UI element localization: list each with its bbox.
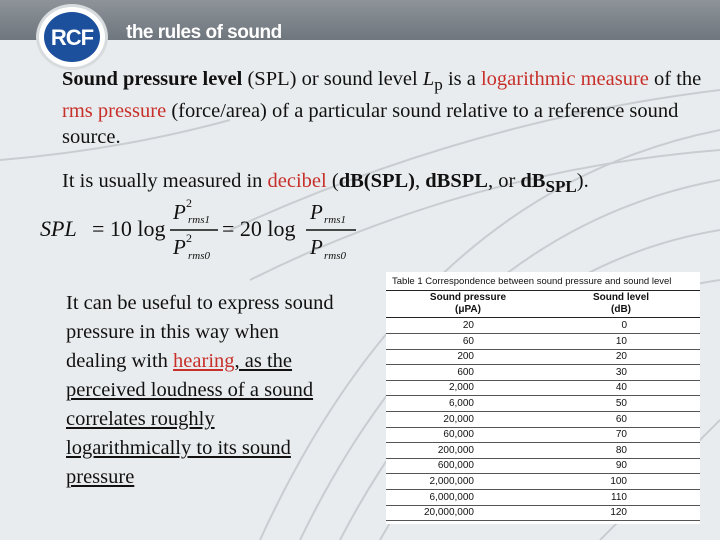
formula-n1-sub: rms1 (188, 214, 211, 226)
table-row (386, 459, 700, 472)
table-row (386, 350, 700, 363)
cell-level: 90 (615, 460, 627, 472)
cell-level: 120 (610, 507, 627, 519)
formula-d1-sup: 2 (186, 231, 192, 245)
formula-n1: P (173, 200, 186, 224)
cell-level: 110 (611, 491, 627, 503)
text: of the (648, 68, 702, 90)
table-row (386, 491, 700, 504)
table-top-rule (386, 290, 700, 291)
unit-db-sub: $dB_{SPL}$ (520, 170, 577, 197)
formula-n2: P (310, 200, 323, 224)
cell-level: 100 (610, 476, 627, 487)
formula-d1-sub: rms0 (188, 250, 211, 262)
tagline: the rules of sound (126, 22, 282, 43)
lp-symbol: L (422, 68, 435, 90)
logo-text: RCF (50, 25, 94, 50)
paragraph-decibel: It is usually measured in decibel (dB(SPL), dBSPL, or $dB_{SPL}$). (62, 170, 589, 197)
table-row (386, 319, 700, 332)
table-row (386, 506, 700, 519)
formula-eq1: = 10 log (92, 216, 166, 241)
cell-pressure: 60,000 (443, 429, 474, 441)
text: It is usually measured in (62, 170, 268, 192)
cell-level: 20 (615, 351, 627, 363)
cell-pressure: 20,000 (443, 413, 474, 425)
cell-level: 10 (615, 335, 627, 347)
text: (SPL) or sound level (242, 68, 423, 90)
cell-level: 80 (615, 444, 627, 456)
formula-d1: P (173, 235, 186, 259)
table-row-rule (386, 520, 700, 521)
unit-db-spl: dB(SPL) (338, 170, 416, 192)
cell-pressure: 600,000 (437, 460, 474, 472)
cell-pressure: 200 (457, 351, 474, 363)
link-decibel[interactable]: decibel (267, 170, 327, 192)
formula-d2: P (310, 235, 323, 259)
cell-pressure: 6,000 (448, 398, 474, 409)
text: (force/area) of a particular sound relative to a reference sound source. (62, 100, 679, 149)
cell-level: 70 (615, 429, 627, 441)
lp-subscript: p (434, 75, 443, 95)
col-header-level: Sound level (dB) (592, 292, 650, 315)
formula-lhs: SPL (40, 216, 77, 241)
cell-pressure: 20 (462, 320, 474, 331)
cell-level: 40 (615, 382, 627, 394)
cell-level: 50 (615, 398, 627, 409)
formula-n2-sub: rms1 (324, 214, 347, 226)
table-header-rule (386, 317, 700, 318)
spl-formula (38, 194, 378, 268)
table-row (386, 366, 700, 379)
link-logarithmic[interactable]: logarithmic measure (480, 68, 649, 90)
paragraph-hearing (66, 289, 336, 492)
formula-d2-sub: rms0 (324, 250, 347, 262)
table-caption: Table 1 Correspondence between sound pressure and sound level (392, 276, 672, 287)
link-rms-pressure[interactable]: rms pressure (62, 100, 167, 123)
table-row (386, 475, 700, 488)
col-header-pressure: Sound pressure (μPA) (429, 292, 507, 315)
cell-pressure: 600 (457, 366, 474, 378)
spl-correspondence-table (386, 272, 700, 524)
table-row (386, 381, 700, 394)
text-underlined: , as the perceived loudness of a sound correlates roughly logarithmically to its sound pressure (66, 350, 314, 488)
formula-n1-sup: 2 (186, 196, 192, 210)
cell-pressure: 6,000,000 (429, 491, 474, 503)
cell-pressure: 2,000,000 (429, 476, 474, 487)
table-row (386, 444, 700, 457)
table-row (386, 397, 700, 410)
cell-level: 60 (615, 413, 627, 425)
text: is a (442, 68, 481, 90)
text: It can be useful to express sound pressure in this way when dealing with (66, 292, 334, 372)
unit-dbspl: dBSPL (425, 170, 488, 192)
cell-pressure: 20,000,000 (423, 507, 474, 519)
cell-level: 30 (615, 366, 627, 378)
link-hearing[interactable]: hearing (173, 350, 235, 372)
formula-eq2: = 20 log (222, 216, 296, 241)
cell-pressure: 2,000 (448, 382, 474, 394)
cell-level: 0 (621, 320, 627, 331)
table-row (386, 335, 700, 348)
cell-pressure: 60 (462, 335, 474, 347)
header-bar (0, 0, 720, 40)
paragraph-spl-definition (62, 66, 702, 150)
table-row (386, 428, 700, 441)
cell-pressure: 200,000 (437, 444, 474, 456)
rcf-logo (36, 4, 108, 70)
table-row (386, 413, 700, 426)
term-spl: Sound pressure level (62, 68, 243, 90)
